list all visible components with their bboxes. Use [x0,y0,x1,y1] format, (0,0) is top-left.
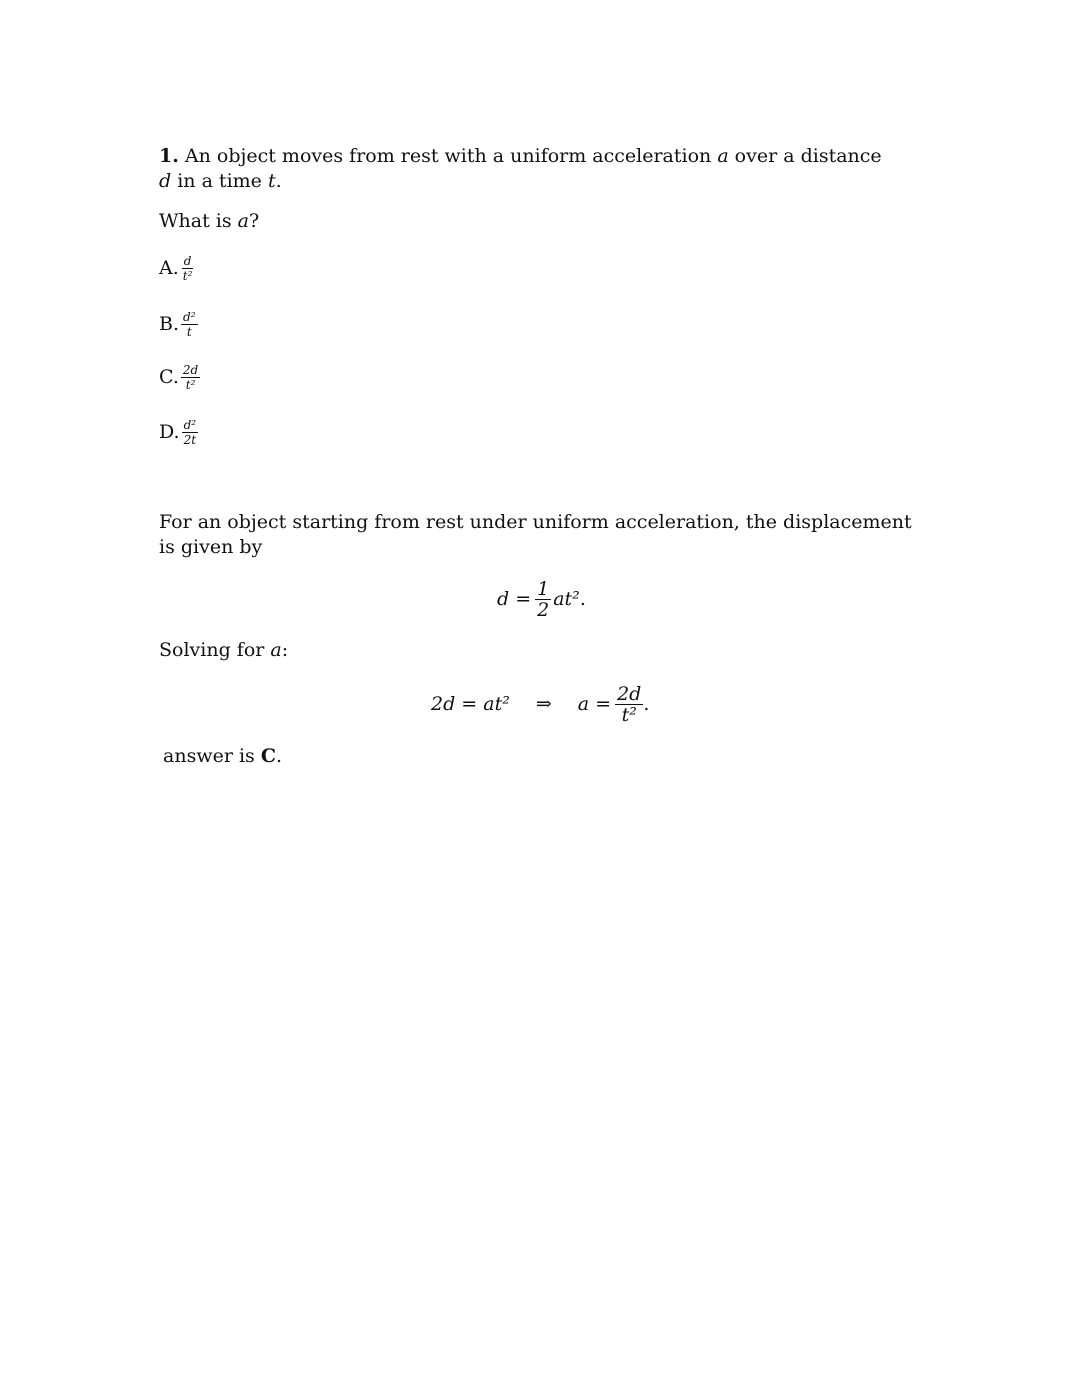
solution-explanation: For an object starting from rest under uniform acceleration, the displacement is given by [159,511,912,558]
acceleration-equation [431,678,649,730]
option-d [159,412,198,452]
fraction-numerator: d² [183,417,197,432]
variable-d: d [159,170,172,192]
option-fraction [181,363,200,392]
fraction-numerator: 2d [182,362,199,377]
option-label: C. [159,366,179,388]
option-fraction [182,418,199,447]
solving-for-text [159,638,288,663]
fraction-denominator: t [186,324,192,339]
equation-mid: a = [577,693,612,715]
fraction-denominator: t² [185,377,196,392]
fraction-numerator: d² [183,309,196,324]
question-prompt [159,209,259,234]
fraction-denominator: t² [621,703,637,726]
option-label: B. [159,313,180,335]
equation-end: . [579,588,586,610]
solving-text: Solving for [159,639,271,661]
fraction-denominator: t² [182,268,193,283]
equation-lhs: d = [497,588,532,610]
prompt-text: What is [159,210,238,232]
option-label: D. [159,421,180,443]
equation-rhs: at² [553,588,580,610]
variable-t: t [267,170,276,192]
option-a [159,248,194,288]
displacement-equation [497,574,586,624]
variable-a: a [717,145,729,167]
equation-lhs: 2d = at² [431,693,510,715]
option-b [159,304,198,344]
prompt-text: ? [248,210,260,232]
fraction-numerator: 2d [617,682,642,705]
implies-arrow: ⇒ [535,693,552,715]
question-text-part: over a distance [728,145,882,167]
equation-fraction [615,684,643,725]
fraction-denominator: 2 [537,598,550,621]
question-text-part: . [275,170,282,192]
option-fraction [181,310,198,339]
question-text [159,144,899,194]
question-text-part: in a time [171,170,268,192]
answer-prefix: answer is [163,745,261,767]
fraction-denominator: 2t [183,432,197,447]
question-text-part: An object moves from rest with a uniform acceleration [178,145,718,167]
fraction-numerator: 1 [537,577,550,600]
answer-text [163,744,282,769]
answer-letter: C [260,745,276,767]
fraction-numerator: d [183,253,192,268]
solving-variable: a [270,639,282,661]
equation-fraction [535,579,551,620]
equation-end: . [643,693,650,715]
prompt-variable: a [237,210,249,232]
answer-suffix: . [275,745,282,767]
option-c [159,357,200,397]
option-label: A. [159,257,179,279]
solving-text: : [281,639,289,661]
question-number: 1. [159,145,179,167]
option-fraction [181,254,195,283]
